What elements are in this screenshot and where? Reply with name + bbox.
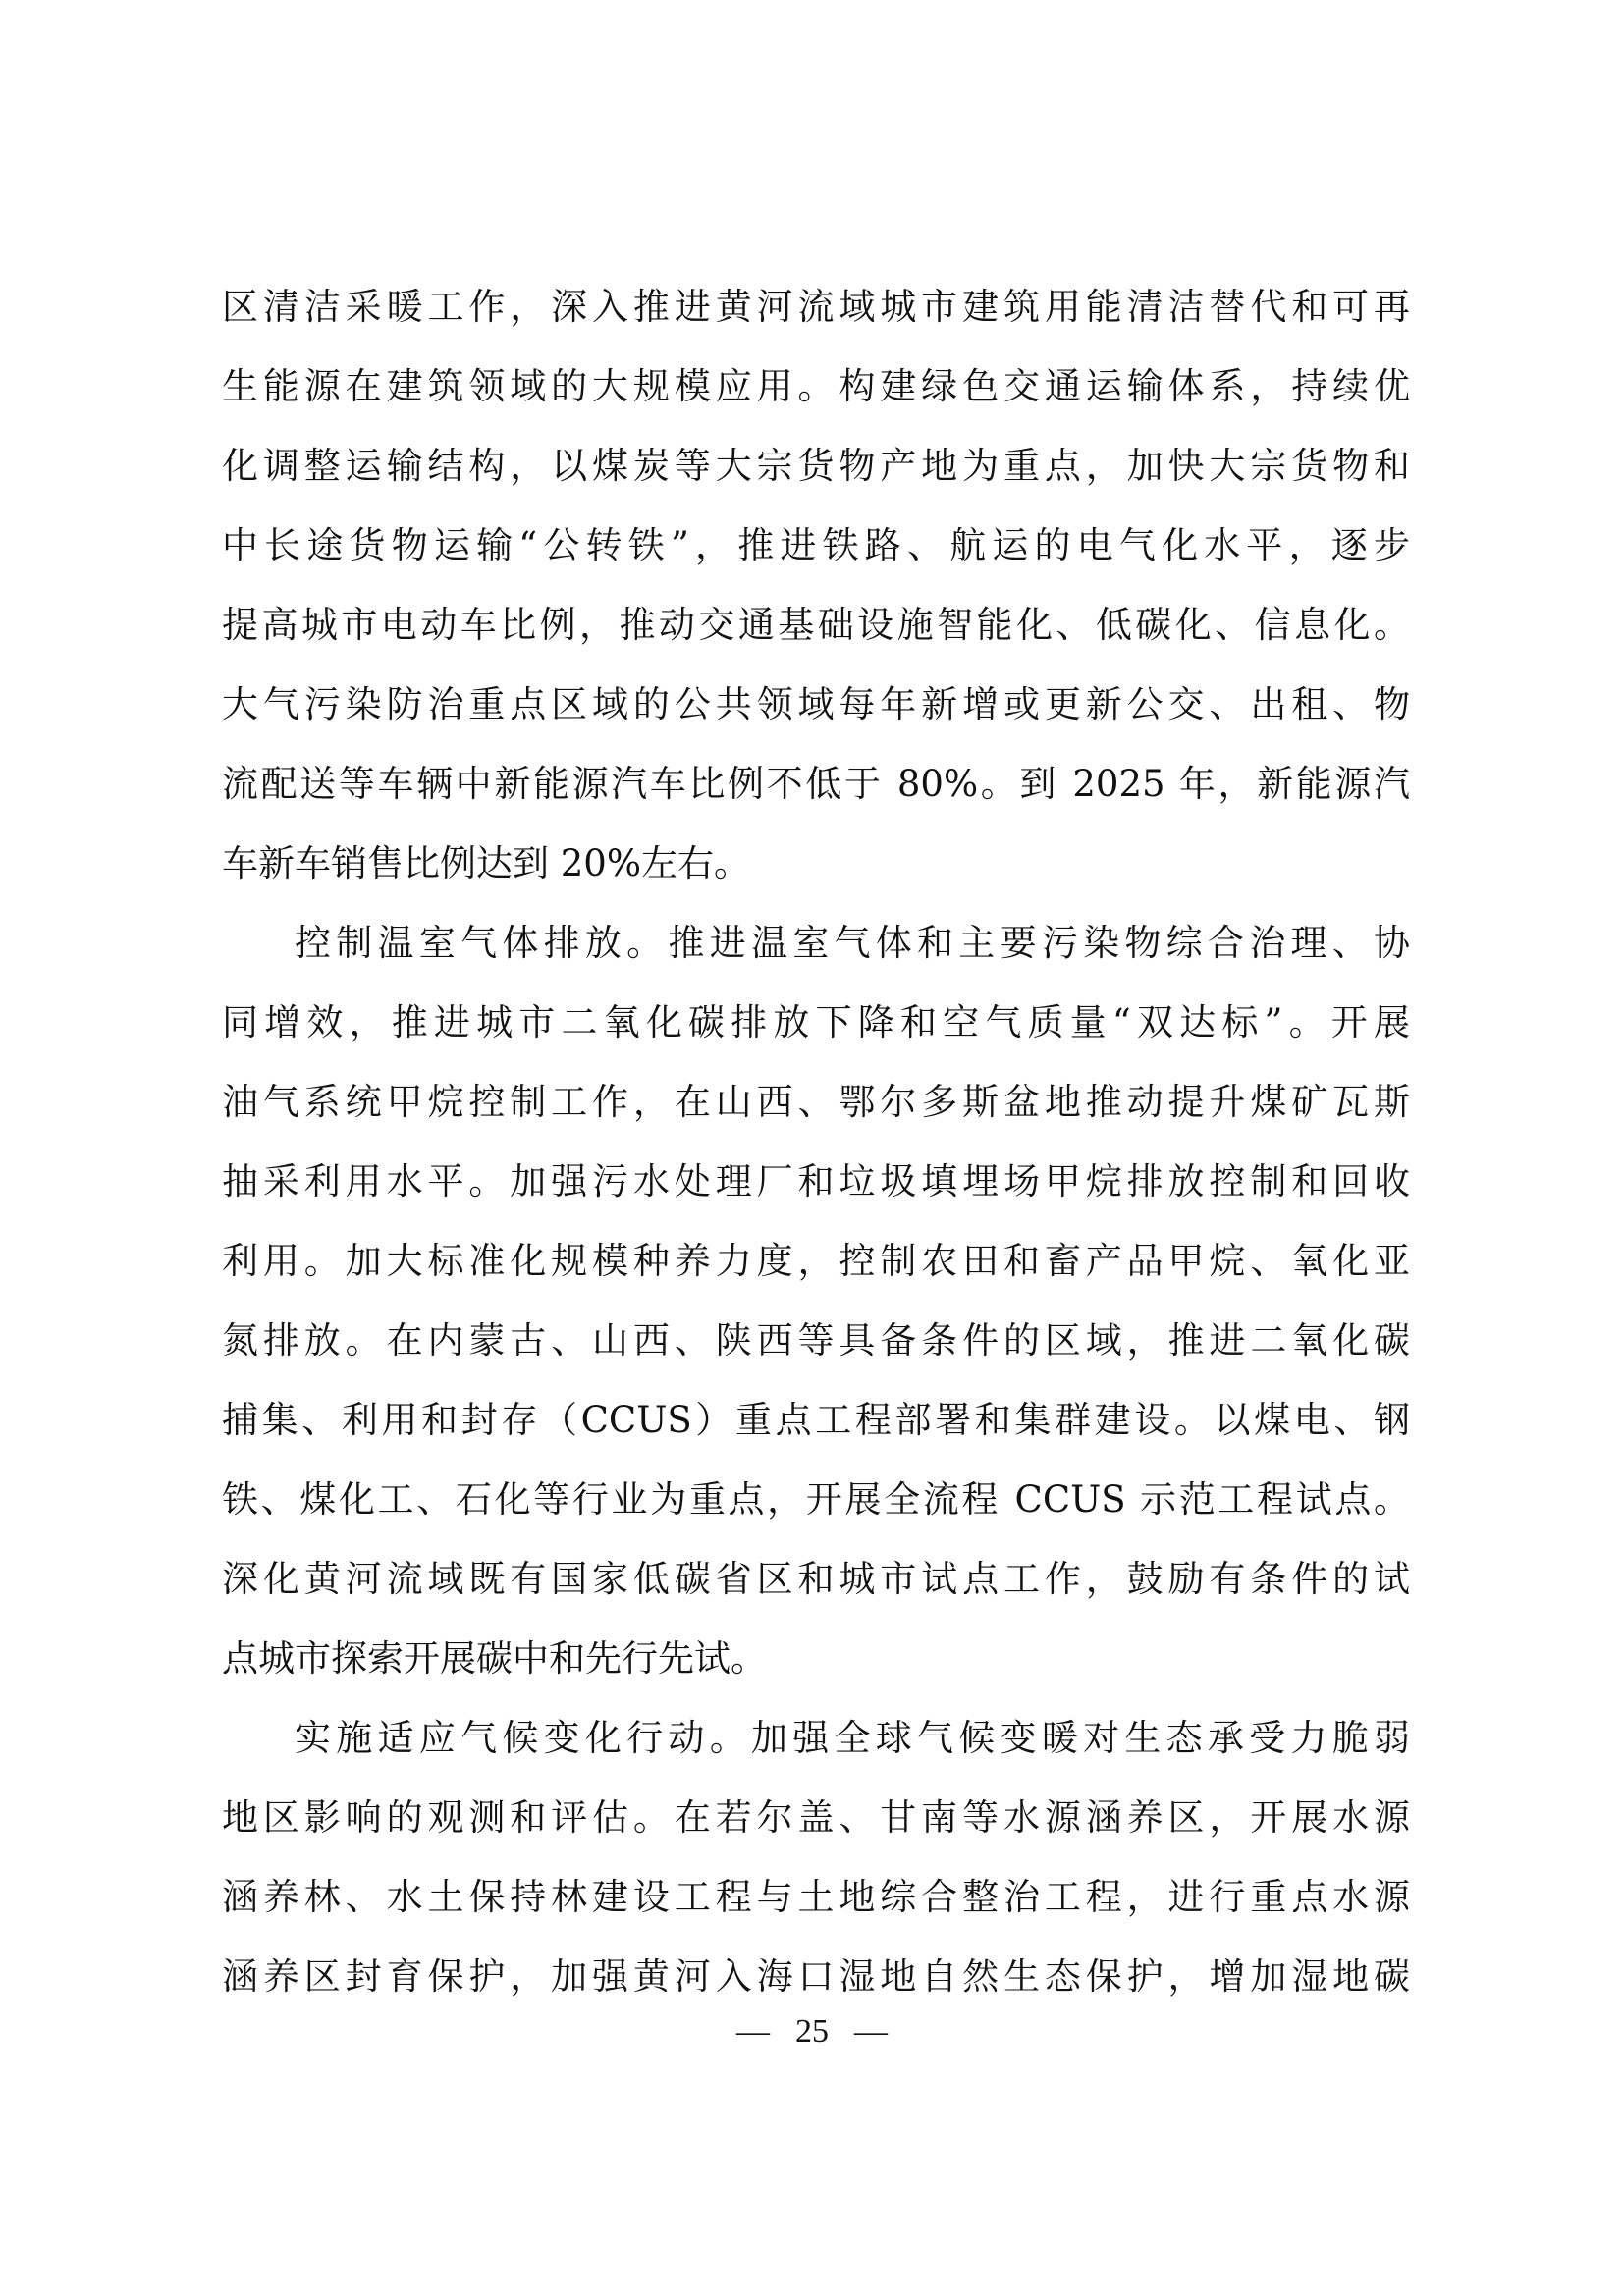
text-line: 控制温室气体排放。推进温室气体和主要污染物综合治理、协 [295, 922, 1410, 964]
text-line: 油气系统甲烷控制工作，在山西、鄂尔多斯盆地推动提升煤矿瓦斯 [222, 1081, 1410, 1123]
text-line: 生能源在建筑领域的大规模应用。构建绿色交通运输体系，持续优 [222, 365, 1410, 407]
text-line: 抽采利用水平。加强污水处理厂和垃圾填埋场甲烷排放控制和回收 [222, 1160, 1410, 1202]
text-line: 地区影响的观测和评估。在若尔盖、甘南等水源涵养区，开展水源 [222, 1796, 1410, 1839]
text-line: 区清洁采暖工作，深入推进黄河流域城市建筑用能清洁替代和可再 [222, 286, 1410, 328]
text-line: 涵养区封育保护，加强黄河入海口湿地自然生态保护，增加湿地碳 [222, 1955, 1410, 1998]
text-line: 涵养林、水土保持林建设工程与土地综合整治工程，进行重点水源 [222, 1876, 1410, 1918]
paragraph-1 [222, 267, 1410, 903]
text-line: 点城市探索开展碳中和先行先试。 [222, 1637, 767, 1680]
text-line: 铁、煤化工、石化等行业为重点，开展全流程 CCUS 示范工程试点。 [222, 1478, 1410, 1521]
text-line: 大气污染防治重点区域的公共领域每年新增或更新公交、出租、物 [222, 683, 1410, 725]
text-line: 车新车销售比例达到 20%左右。 [222, 842, 750, 884]
page-number: 25 [795, 2013, 829, 2050]
paragraph-2 [222, 903, 1410, 1698]
text-line: 实施适应气候变化行动。加强全球气候变暖对生态承受力脆弱 [295, 1717, 1410, 1759]
text-line: 同增效，推进城市二氧化碳排放下降和空气质量“双达标”。开展 [222, 1001, 1410, 1043]
text-line: 提高城市电动车比例，推动交通基础设施智能化、低碳化、信息化。 [222, 604, 1410, 646]
paragraph-3 [222, 1698, 1410, 2016]
text-line: 中长途货物运输“公转铁”，推进铁路、航运的电气化水平，逐步 [222, 524, 1410, 566]
text-line: 化调整运输结构，以煤炭等大宗货物产地为重点，加快大宗货物和 [222, 445, 1410, 487]
footer-dash-right: — [854, 2013, 888, 2050]
text-line: 深化黄河流域既有国家低碳省区和城市试点工作，鼓励有条件的试 [222, 1558, 1410, 1600]
text-line: 利用。加大标准化规模种养力度，控制农田和畜产品甲烷、氧化亚 [222, 1240, 1410, 1282]
text-line: 氮排放。在内蒙古、山西、陕西等具备条件的区域，推进二氧化碳 [222, 1319, 1410, 1362]
text-line: 流配送等车辆中新能源汽车比例不低于 80%。到 2025 年，新能源汽 [222, 763, 1410, 805]
footer-dash-left: — [736, 2013, 770, 2050]
text-line: 捕集、利用和封存（CCUS）重点工程部署和集群建设。以煤电、钢 [222, 1399, 1410, 1441]
page-body [222, 267, 1410, 2016]
page-footer [0, 2002, 1624, 2061]
